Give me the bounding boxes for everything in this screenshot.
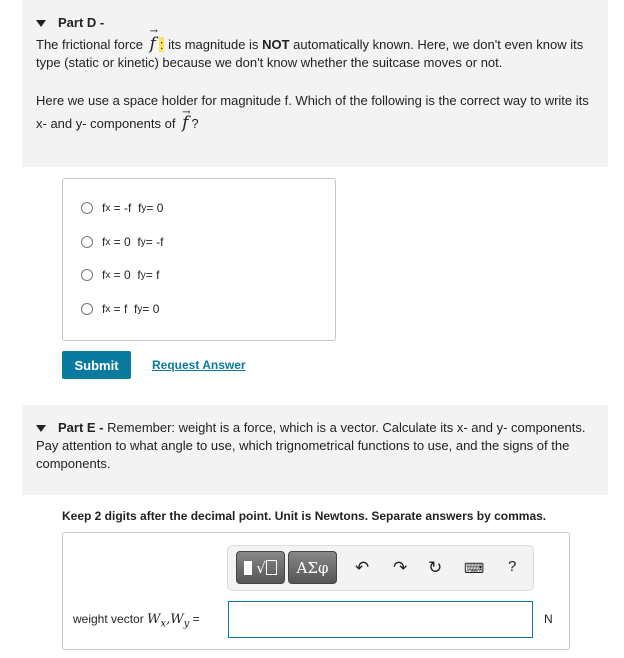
option-3[interactable]: f x = 0 f y = f bbox=[81, 268, 159, 282]
part-e-text: Remember: weight is a force, which is a vector. Calculate its x- and y- components. Pay attention to what angle to use, which trignometrical functions to use, and the signs of the components. bbox=[36, 420, 586, 471]
request-answer-link[interactable]: Request Answer bbox=[152, 358, 246, 372]
collapse-triangle-icon[interactable] bbox=[36, 20, 46, 27]
part-d-panel bbox=[22, 0, 608, 167]
reset-icon[interactable]: ↻ bbox=[428, 558, 443, 577]
weight-vector-input[interactable] bbox=[228, 601, 533, 638]
radio-button[interactable] bbox=[81, 202, 93, 214]
part-e-title: Part E - bbox=[58, 420, 104, 435]
undo-icon[interactable]: ↶ bbox=[355, 558, 370, 577]
keyboard-icon[interactable]: ⌨ bbox=[464, 560, 485, 576]
collapse-triangle-icon[interactable] bbox=[36, 425, 46, 432]
option-2[interactable]: f x = 0 f y = -f bbox=[81, 235, 163, 249]
option-4[interactable]: f x = f f y = 0 bbox=[81, 302, 159, 316]
part-e-panel bbox=[22, 405, 608, 495]
submit-button[interactable]: Submit bbox=[62, 351, 131, 379]
part-d-text: The frictional force → f : its magnitude is NOT automatically known. Here, we don't even know its type (static or kinetic) because we don't know whether the suitcase moves or not. bbox=[36, 35, 594, 72]
part-d-title: Part D - bbox=[58, 15, 105, 30]
radio-button[interactable] bbox=[81, 236, 93, 248]
answer-choices bbox=[62, 178, 336, 341]
answer-label: weight vector $W_x,W_y$ = bbox=[73, 612, 200, 630]
greek-symbols-button[interactable]: ΑΣφ bbox=[288, 551, 337, 584]
math-toolbar bbox=[227, 545, 534, 591]
unit-label: N bbox=[544, 612, 553, 626]
option-1[interactable]: f x = -f f y = 0 bbox=[81, 201, 163, 215]
part-d-question: Here we use a space holder for magnitude f. Which of the following is the correct way to write its x- and y- components of → f ? bbox=[36, 90, 594, 135]
help-icon[interactable]: ? bbox=[508, 558, 517, 575]
templates-button[interactable]: √ bbox=[236, 551, 285, 584]
radio-button[interactable] bbox=[81, 303, 93, 315]
redo-icon[interactable]: ↷ bbox=[393, 558, 408, 577]
radio-button[interactable] bbox=[81, 269, 93, 281]
instruction: Keep 2 digits after the decimal point. Unit is Newtons. Separate answers by commas. bbox=[62, 509, 547, 523]
